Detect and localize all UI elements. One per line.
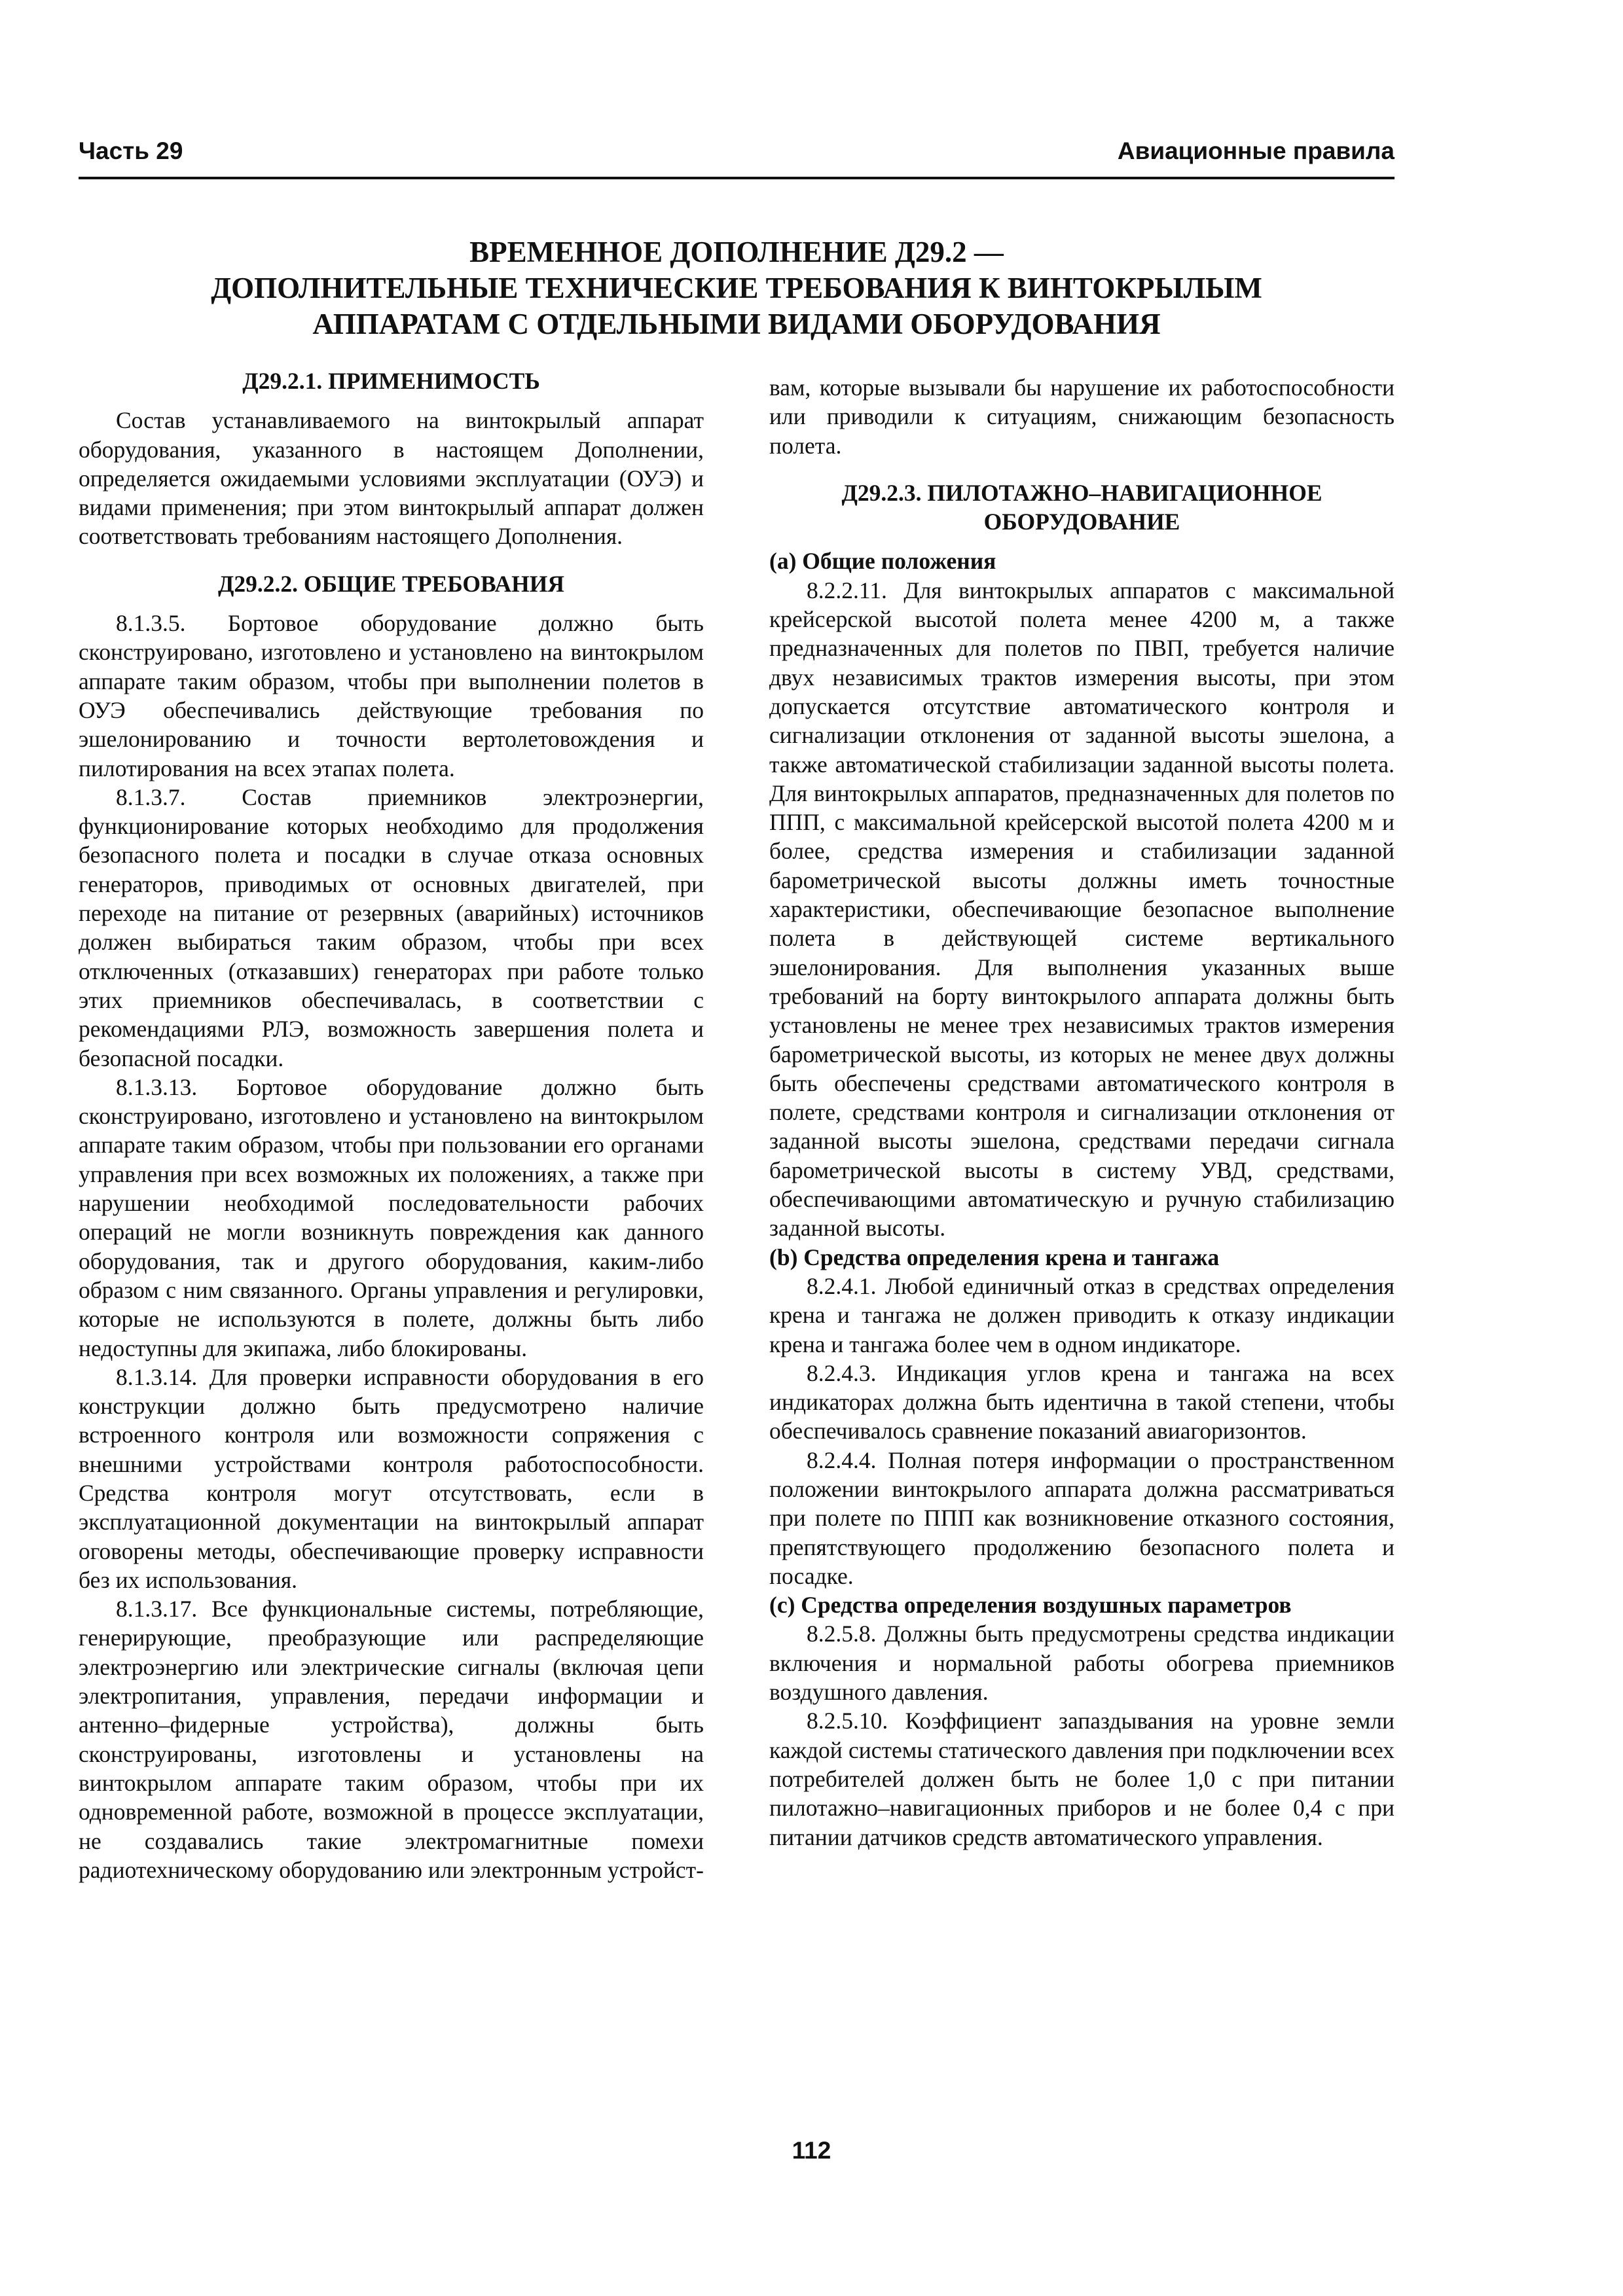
paragraph: 8.1.3.17. Все функциональные системы, потребляющие, генерирующие, преобразующие или распределяющие электроэнергию или электрические сигналы (включая цепи электропитания, управления, передачи информации и антенно–фидерные устройства), должны быть сконструированы, изготовлены и установлены на винтокрылом аппарате таким образом, чтобы при их одновременной работе, возможной в процессе эксплуатации, не создавались такие электромагнитные помехи радиотехническому оборудованию или электронным устройст- — [79, 1596, 704, 1883]
title-line-3: АППАРАТАМ С ОТДЕЛЬНЫМИ ВИДАМИ ОБОРУДОВАНИЯ — [312, 308, 1161, 340]
paragraph: 8.2.4.4. Полная потеря информации о пространственном положении винтокрылого аппарата должна рассматриваться при полете по ППП как возникновение отказного состояния, препятствующего продолжению безопасного полета и посадке. — [769, 1446, 1395, 1589]
paragraph: 8.2.5.10. Коэффициент запаздывания на уровне земли каждой системы статического давления при подключении всех потребителей должен быть не более 1,0 с при питании пилотажно–навигационных приборов и не более 0,4 с при питании датчиков средств автоматического управления. — [769, 1708, 1395, 1850]
header-part: Часть 29 — [79, 137, 183, 164]
title-line-1: ВРЕМЕННОЕ ДОПОЛНЕНИЕ Д29.2 — — [469, 236, 1004, 268]
paragraph: 8.1.3.13. Бортовое оборудование должно быть сконструировано, изготовлено и установлено на винтокрылом аппарате таким образом, чтобы при пользовании его органами управления при всех возможных их положениях, а также при нарушении необходимой последовательности рабочих операций не могли возникнуть повреждения как данного оборудования, так и другого оборудования, каким-либо образом с ним связанного. Органы управления и регулировки, которые не используются в полете, должны быть либо недоступны для экипажа, либо блокированы. — [79, 1073, 704, 1361]
paragraph: 8.2.4.3. Индикация углов крена и тангажа на всех индикаторах должна быть идентична в такой степени, чтобы обеспечивалось сравнение показаний авиагоризонтов. — [769, 1359, 1395, 1444]
paragraph: 8.2.4.1. Любой единичный отказ в средствах определения крена и тангажа не должен приводить к отказу индикации крена и тангажа более чем в одном индикаторе. — [769, 1272, 1395, 1357]
paragraph: 8.2.2.11. Для винтокрылых аппаратов с максимальной крейсерской высотой полета менее 4200 м, а также предназначенных для полетов по ПВП, требуется наличие двух независимых трактов измерения высоты, при этом допускается отсутствие автоматического контроля и сигнализации отклонения от заданной высоты эшелона, а также автоматической стабилизации заданной высоты полета. Для винтокрылых аппаратов, предназначенных для полетов по ППП, с максимальной крейсерской высотой полета 4200 м и более, средства измерения и стабилизации заданной барометрической высоты должны иметь точностные характеристики, обеспечивающие безопасное выполнение полета в действующей системе вертикального эшелонирования. Для выполнения указанных выше требований на борту винтокрылого аппарата должны быть установлены не менее трех независимых трактов измерения барометрической высоты, из которых не менее двух должны быть обеспечены средствами автоматического контроля в полете, средствами контроля и сигнализации отклонения от заданной высоты эшелона, средствами передачи сигнала барометрической высоты в систему УВД, средствами, обеспечивающими автоматическую и ручную стабилизацию заданной высоты. — [769, 577, 1395, 1242]
subsection-heading-b: (b) Средства определения крена и тангажа — [769, 1244, 1220, 1270]
page-number: 112 — [792, 2137, 831, 2164]
left-column — [79, 367, 704, 1884]
paragraph-continuation: вам, которые вызывали бы нарушение их работоспособности или приводили к ситуациям, снижающим безопасность полета. — [769, 374, 1395, 459]
section-heading-applicability: Д29.2.1. ПРИМЕНИМОСТЬ — [242, 368, 540, 394]
right-column — [769, 373, 1395, 1852]
heading-line: Д29.2.3. ПИЛОТАЖНО–НАВИГАЦИОННОЕ — [841, 479, 1322, 506]
paragraph: Состав устанавливаемого на винтокрылый аппарат оборудования, указанного в настоящем Дополнении, определяется ожидаемыми условиями эксплуатации (ОУЭ) и видами применения; при этом винтокрылый аппарат должен соответствовать требованиям настоящего Дополнения. — [79, 407, 704, 550]
subsection-heading-a: (a) Общие положения — [769, 548, 996, 575]
subsection-heading-c: (c) Средства определения воздушных параметров — [769, 1592, 1292, 1619]
section-heading-general-requirements: Д29.2.2. ОБЩИЕ ТРЕБОВАНИЯ — [218, 570, 564, 597]
paragraph: 8.1.3.7. Состав приемников электроэнергии, функционирование которых необходимо для продолжения безопасного полета и посадки в случае отказа основных генераторов, приводимых от основных двигателей, при переходе на питание от резервных (аварийных) источников должен выбираться таким образом, чтобы при всех отключенных (отказавших) генераторах при работе только этих приемников обеспечивалась, в соответствии с рекомендациями РЛЭ, возможность завершения полета и безопасной посадки. — [79, 783, 704, 1071]
heading-line: ОБОРУДОВАНИЕ — [983, 509, 1180, 535]
section-heading-avionics — [769, 478, 1395, 537]
document-title — [98, 234, 1375, 342]
header-rules-title: Авиационные правила — [1117, 137, 1395, 164]
paragraph: 8.1.3.5. Бортовое оборудование должно быть сконструировано, изготовлено и установлено на винтокрылом аппарате таким образом, чтобы при выполнении полетов в ОУЭ обеспечивались действующие требования по эшелонированию и точности вертолетовождения и пилотирования на всех этапах полета. — [79, 610, 704, 781]
page-header — [79, 137, 1395, 179]
paragraph: 8.2.5.8. Должны быть предусмотрены средства индикации включения и нормальной работы обогрева приемников воздушного давления. — [769, 1621, 1395, 1706]
paragraph: 8.1.3.14. Для проверки исправности оборудования в его конструкции должно быть предусмотрено наличие встроенного контроля или возможности сопряжения с внешними устройствами контроля работоспособности. Средства контроля могут отсутствовать, если в эксплуатационной документации на винтокрылый аппарат оговорены методы, обеспечивающие проверку исправности без их использования. — [79, 1363, 704, 1593]
title-line-2: ДОПОЛНИТЕЛЬНЫЕ ТЕХНИЧЕСКИЕ ТРЕБОВАНИЯ К ВИНТОКРЫЛЫМ — [211, 272, 1262, 304]
